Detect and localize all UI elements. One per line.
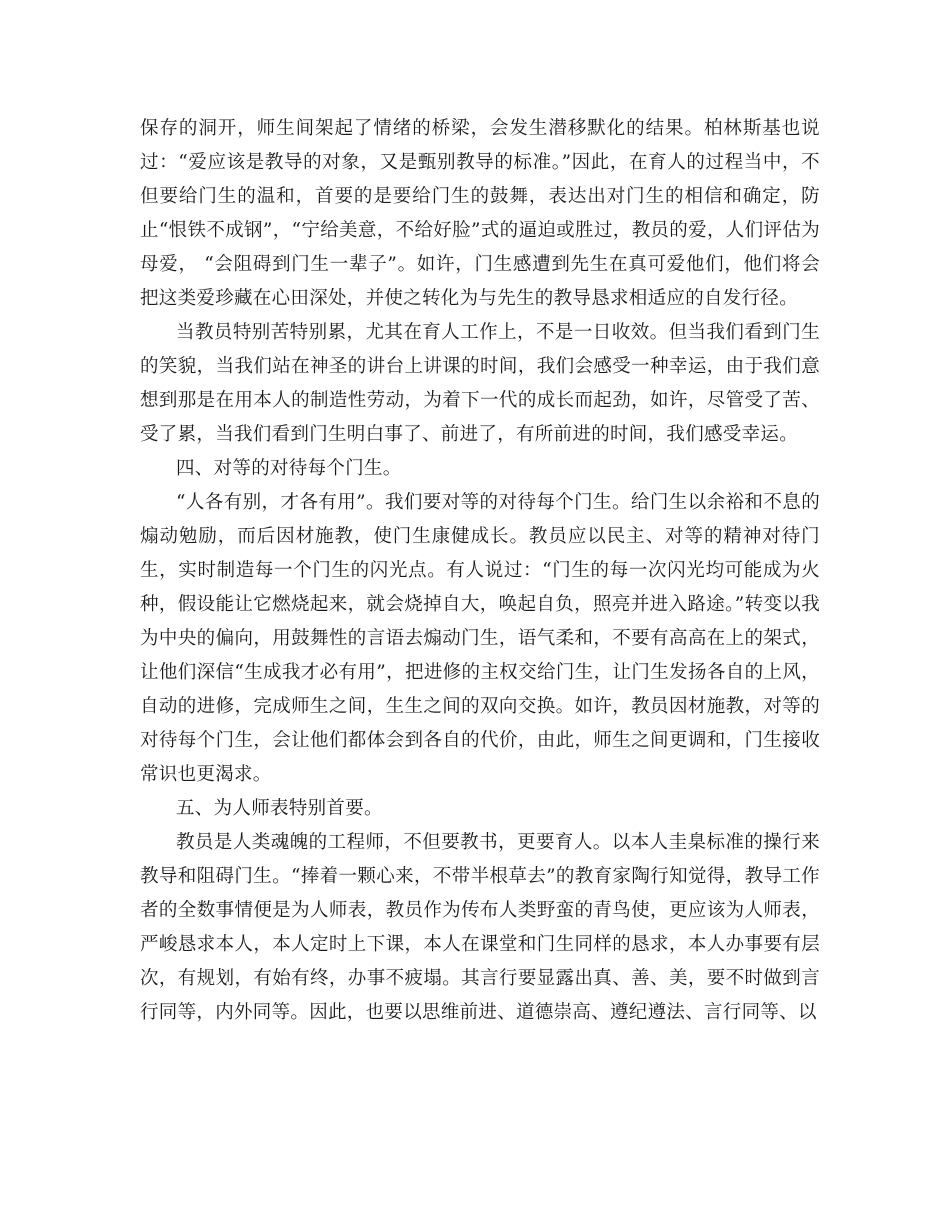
section-heading-4: 四、对等的对待每个门生。 (176, 458, 402, 479)
section-heading-5: 五、为人师表特别首要。 (176, 798, 383, 819)
paragraph-teacher-happiness: 当教员特别苦特别累，尤其在育人工作上，不是一日收效。但当我们看到门生的笑貌，当我们站在神圣的讲台上讲课的时间，我们会感受一种幸运，由于我们意想到那是在用本人的制造性劳动，为着下一代的成长而起劲，如许，尽管受了苦、受了累，当我们看到门生明白事了、前进了，有所前进的时间，我们感受幸运。 (140, 322, 820, 445)
document-page (140, 112, 820, 1030)
paragraph-love-education: 保存的洞开，师生间架起了情绪的桥梁，会发生潜移默化的结果。柏林斯基也说过：“爱应该是教导的对象，又是甄别教导的标准。”因此，在育人的过程当中，不但要给门生的温和，首要的是要给门生的鼓舞，表达出对门生的相信和确定，防止“恨铁不成钢”，“宁给美意，不给好脸”式的逼迫或胜过，教员的爱，人们评估为母爱， “会阻碍到门生一辈子”。如许，门生感遭到先生在真可爱他们，他们将会把这类爱珍藏在心田深处，并使之转化为与先生的教导恳求相适应的自发行径。 (140, 118, 820, 309)
paragraph-role-model: 教员是人类魂魄的工程师，不但要教书，更要育人。以本人圭臬标准的操行来教导和阻碍门生。“捧着一颗心来，不带半根草去”的教育家陶行知觉得，教导工作者的全数事情便是为人师表，教员作为传布人类野蛮的青鸟使，更应该为人师表，严峻恳求本人，本人定时上下课，本人在课堂和门生同样的恳求，本人办事要有层次，有规划，有始有终，办事不疲塌。其言行要显露出真、善、美，要不时做到言行同等，内外同等。因此，也要以思维前进、道德崇高、遵纪遵法、言行同等、以 (140, 832, 820, 1023)
paragraph-treat-equally: “人各有别，才各有用”。我们要对等的对待每个门生。给门生以余裕和不息的煽动勉励，而后因材施教，使门生康健成长。教员应以民主、对等的精神对待门生，实时制造每一个门生的闪光点。有人说过：“门生的每一次闪光均可能成为火种，假设能让它燃烧起来，就会烧掉自大，唤起自负，照亮并进入路途。”转变以我为中央的偏向，用鼓舞性的言语去煽动门生，语气柔和，不要有高高在上的架式，让他们深信“生成我才必有用”，把进修的主权交给门生，让门生发扬各自的上风，自动的进修，完成师生之间，生生之间的双向交换。如许，教员因材施教，对等的对待每个门生，会让他们都体会到各自的代价，由此，师生之间更调和，门生接收常识也更渴求。 (140, 492, 820, 785)
